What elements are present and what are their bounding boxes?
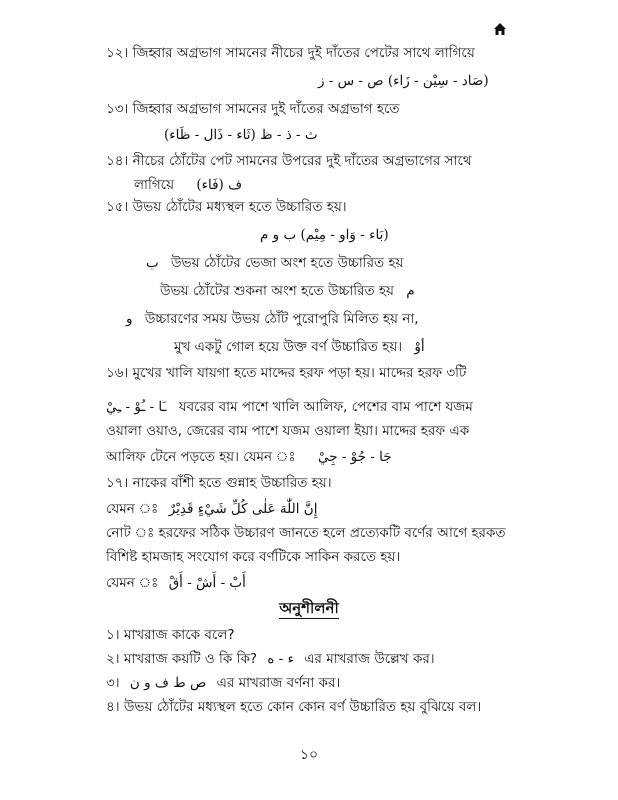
note-line-1 <box>106 524 506 542</box>
rule-16-madd <box>106 398 473 416</box>
question-1-text: ১। মাখরাজ কাকে বলে? <box>106 627 235 643</box>
madd-letters: ـَا - ـُوْ - ـِيْ <box>106 399 167 415</box>
rule-16-cont2-text: আলিফ টেনে পড়তে হয়। যেমন ঃ <box>106 449 296 465</box>
ghunnah-example: إِنَّ اللّٰهَ عَلٰى كُلِّ شَيْءٍ قَدِيْرٌ <box>168 501 318 517</box>
note-example <box>106 574 246 592</box>
rule-12 <box>106 44 475 62</box>
rule-16-cont1-text: ওয়ালা ওয়াও, জেরের বাম পাশে যজম ওয়ালা ইয়া। মাদ্দের হরফ এক <box>106 423 470 439</box>
rule-12-letters: (صَاد - سِيْن - زَاء) ص - س - ز <box>318 73 489 89</box>
rule-15-waw-cont <box>174 338 425 356</box>
rule-14-cont <box>134 176 242 194</box>
rule-15-waw-text: উচ্চারণের সময় উভয় ঠোঁট পুরোপুরি মিলিত হয় না, <box>144 311 419 327</box>
rule-14-text: ১৪। নীচের ঠোঁটের পেট সামনের উপরের দুই দাঁতের অগ্রভাগের সাথে <box>106 153 472 169</box>
question-1 <box>106 626 235 644</box>
question-3-letters: ص ط ف و ن <box>129 675 207 691</box>
rule-15-mim-text: উভয় ঠোঁটের শুকনা অংশ হতে উচ্চারিত হয় <box>160 283 394 299</box>
page-number: ১০ <box>299 747 319 763</box>
rule-17-example <box>106 500 317 518</box>
rule-12-text: ১২। জিহ্বার অগ্রভাগ সামনের নীচের দুই দাঁতের পেটের সাথে লাগিয়ে <box>106 45 475 61</box>
ba-letter: ب <box>146 255 159 271</box>
question-2-after: এর মাখরাজ উল্লেখ কর। <box>304 651 435 667</box>
rule-16-text: ১৬। মুখের খালি যায়গা হতে মাদ্দের হরফ পড়া হয়। মাদ্দের হরফ ৩টি <box>106 365 467 381</box>
question-2-text: ২। মাখরাজ কয়টি ও কি কি? <box>106 651 258 667</box>
note-line-2 <box>106 548 400 566</box>
rule-17-text: ১৭। নাকের বাঁশী হতে গুন্নাহ উচ্চারিত হয়। <box>106 475 332 491</box>
rule-16-cont2 <box>106 448 392 466</box>
rule-16-cont1 <box>106 422 469 440</box>
note-example-label: যেমন ঃ <box>106 575 159 591</box>
question-3-text: ৩। <box>106 675 120 691</box>
rule-15-ba-text: উভয় ঠোঁটের ভেজা অংশ হতে উচ্চারিত হয় <box>171 255 404 271</box>
madd-example: جَا - جُوْ - جِيْ <box>317 449 392 465</box>
question-4-text: ৪। উভয় ঠোঁটের মধ্যস্থল হতে কোন কোন বর্ণ উচ্চারিত হয় বুঝিয়ে বল। <box>106 699 482 715</box>
note-text-2: বিশিষ্ট হামজাহ সংযোগ করে বর্ণটিকে সাকিন করতে হয়। <box>106 549 401 565</box>
rule-14-letters: ف (فَاء) <box>196 177 243 193</box>
rule-13-letters: ث - ذ - ظ (ثَاء - ذَال - ظَاء) <box>164 127 318 143</box>
rule-16-madd-text: যবরের বাম পাশে খালি আলিফ, পেশের বাম পাশে যজম <box>178 399 473 415</box>
rule-16 <box>106 364 466 382</box>
rule-15-waw-cont-text: মুখ একটু গোল হয়ে উক্ত বর্ণ উচ্চারিত হয়। <box>174 339 403 355</box>
home-icon <box>493 22 507 36</box>
question-3-after: এর মাখরাজ বর্ণনা কর। <box>216 675 341 691</box>
waw-letter: و <box>126 311 133 327</box>
rule-12-arabic <box>318 72 489 90</box>
rule-17-example-label: যেমন ঃ <box>106 501 159 517</box>
question-2-letters: ء - ه <box>267 651 294 667</box>
rule-14-cont-text: লাগিয়ে <box>134 177 175 193</box>
rule-15-ba <box>146 254 404 272</box>
question-2 <box>106 650 435 668</box>
sukun-example: أَبْ - أَشْ - أَقْ <box>168 575 246 591</box>
rule-14 <box>106 152 472 170</box>
rule-15-waw <box>126 310 419 328</box>
note-text-1: নোট ঃ হরফের সঠিক উচ্চারণ জানতে হলে প্রত্যেকটি বর্ণের আগে হরকত <box>106 525 506 541</box>
rule-15 <box>106 198 347 216</box>
exercise-title: অনুশীলনী <box>279 599 339 617</box>
aw-letters: أوْ <box>414 339 425 355</box>
rule-17 <box>106 474 332 492</box>
rule-15-arabic <box>260 226 389 244</box>
rule-15-text: ১৫। উভয় ঠোঁটের মধ্যস্থল হতে উচ্চারিত হয়। <box>106 199 347 215</box>
rule-13 <box>106 100 400 118</box>
rule-13-arabic <box>164 126 318 144</box>
mim-letter: م <box>406 283 415 299</box>
rule-13-text: ১৩। জিহ্বার অগ্রভাগ সামনের দুই দাঁতের অগ্রভাগ হতে <box>106 101 400 117</box>
rule-15-letters: (بَاء - وَاو - مِيْم) ب و م <box>260 227 389 243</box>
rule-15-mim <box>160 282 415 300</box>
question-3 <box>106 674 340 692</box>
question-4 <box>106 698 481 716</box>
